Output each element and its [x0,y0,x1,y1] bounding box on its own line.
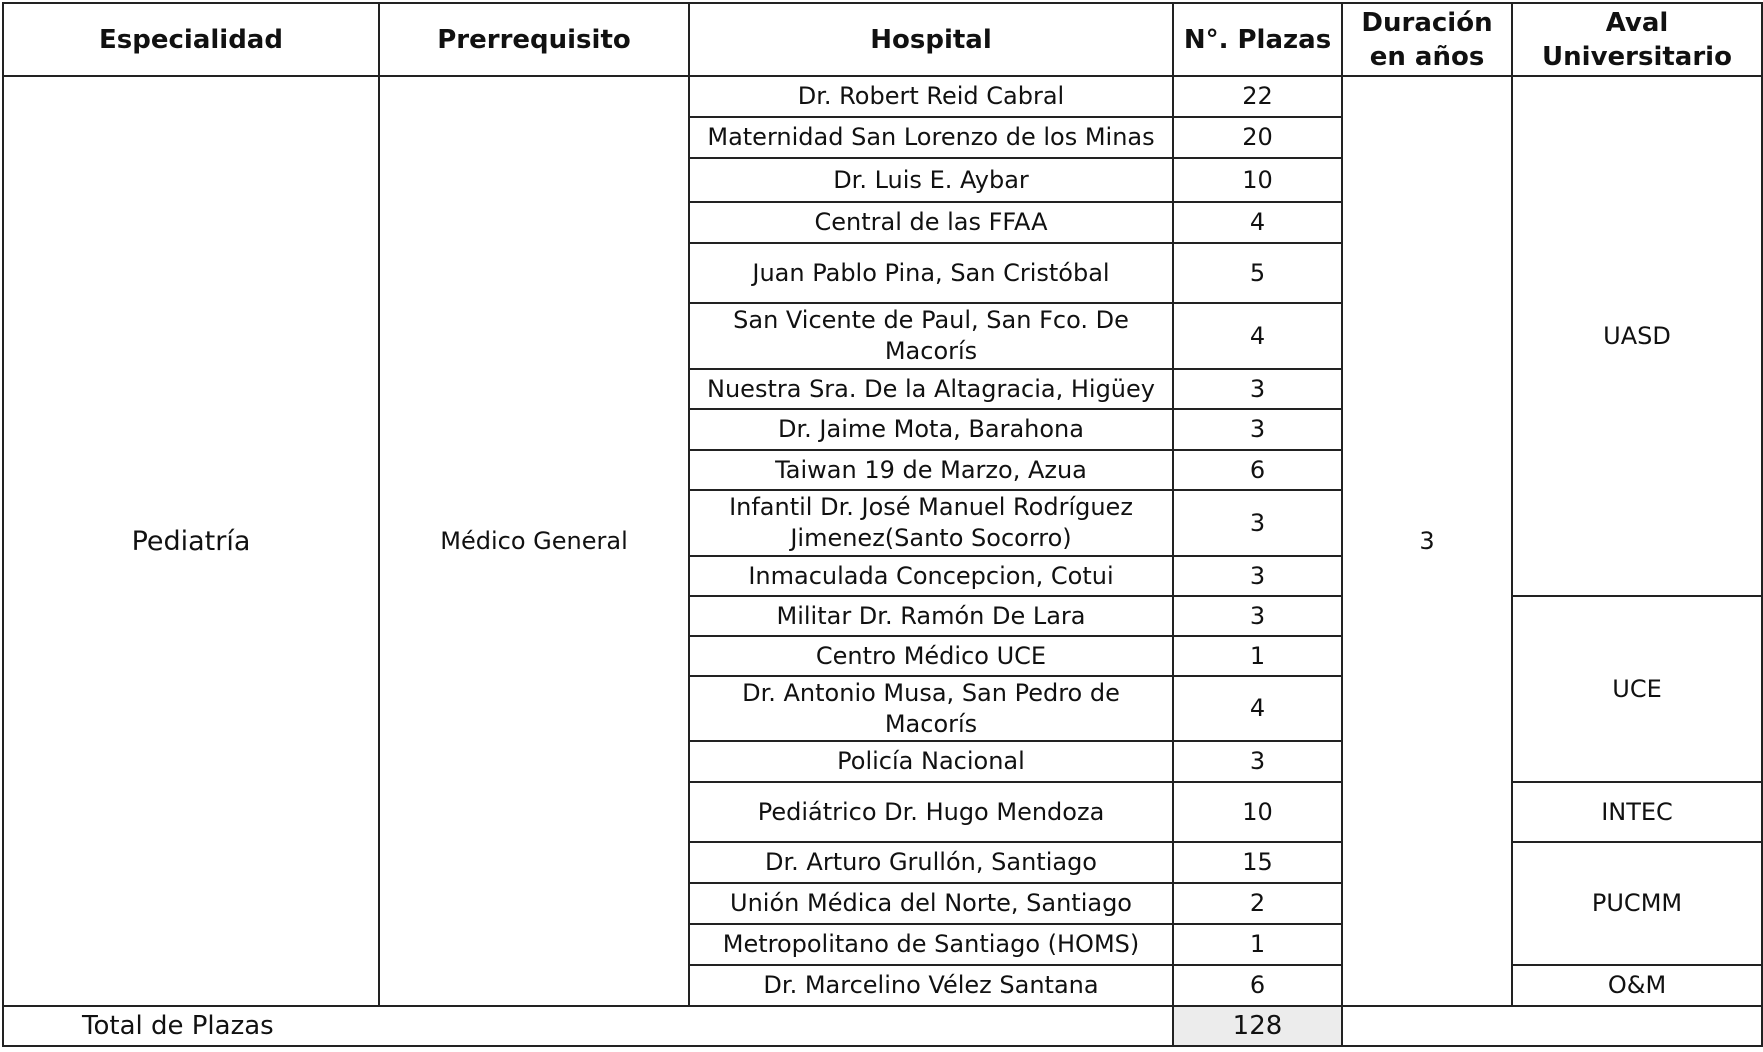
header-aval-line1: Aval [1605,7,1669,38]
header-row [3,3,1762,76]
hospital-cell: Central de las FFAA [689,202,1173,243]
hospital-cell: Dr. Jaime Mota, Barahona [689,409,1173,450]
duracion-cell: 3 [1342,76,1512,1006]
hospital-cell: Infantil Dr. José Manuel Rodríguez Jimenez(Santo Socorro) [689,490,1173,556]
header-aval-line2: Universitario [1542,41,1732,72]
especialidad-cell: Pediatría [3,76,379,1006]
plazas-cell: 1 [1173,636,1342,676]
plazas-cell: 6 [1173,450,1342,490]
hospital-cell: Dr. Marcelino Vélez Santana [689,965,1173,1006]
aval-cell-uasd: UASD [1512,76,1762,596]
plazas-cell: 3 [1173,369,1342,409]
plazas-cell: 3 [1173,596,1342,636]
plazas-cell: 4 [1173,676,1342,741]
hospital-cell: Maternidad San Lorenzo de los Minas [689,117,1173,158]
hospital-cell: Taiwan 19 de Marzo, Azua [689,450,1173,490]
total-value: 128 [1173,1006,1342,1046]
plazas-cell: 6 [1173,965,1342,1006]
hospital-cell: Unión Médica del Norte, Santiago [689,883,1173,924]
plazas-cell: 1 [1173,924,1342,965]
hospital-cell: Inmaculada Concepcion, Cotui [689,556,1173,596]
hospital-cell: Dr. Robert Reid Cabral [689,76,1173,117]
header-hospital: Hospital [689,3,1173,76]
hospital-cell: Militar Dr. Ramón De Lara [689,596,1173,636]
header-duracion-line2: en años [1369,41,1485,72]
hospital-cell: Nuestra Sra. De la Altagracia, Higüey [689,369,1173,409]
plazas-cell: 10 [1173,782,1342,842]
aval-cell-intec: INTEC [1512,782,1762,842]
table-row [3,76,1762,117]
header-duracion-line1: Duración [1361,7,1493,38]
header-prerrequisito: Prerrequisito [379,3,689,76]
hospital-cell: Dr. Arturo Grullón, Santiago [689,842,1173,883]
plazas-cell: 15 [1173,842,1342,883]
aval-cell-uce: UCE [1512,596,1762,782]
plazas-cell: 10 [1173,158,1342,202]
header-duracion [1342,3,1512,76]
plazas-cell: 3 [1173,741,1342,782]
header-plazas: N°. Plazas [1173,3,1342,76]
hospital-cell: Policía Nacional [689,741,1173,782]
hospital-cell: Centro Médico UCE [689,636,1173,676]
plazas-cell: 3 [1173,409,1342,450]
prerrequisito-cell: Médico General [379,76,689,1006]
total-label: Total de Plazas [3,1006,1173,1046]
total-row [3,1006,1762,1046]
hospital-cell: San Vicente de Paul, San Fco. De Macorís [689,303,1173,369]
total-empty-cell [1342,1006,1762,1046]
header-aval [1512,3,1762,76]
plazas-cell: 5 [1173,243,1342,303]
hospital-cell: Dr. Luis E. Aybar [689,158,1173,202]
header-especialidad: Especialidad [3,3,379,76]
hospital-cell: Dr. Antonio Musa, San Pedro de Macorís [689,676,1173,741]
hospital-cell: Juan Pablo Pina, San Cristóbal [689,243,1173,303]
plazas-cell: 3 [1173,490,1342,556]
plazas-cell: 3 [1173,556,1342,596]
plazas-cell: 2 [1173,883,1342,924]
hospital-cell: Pediátrico Dr. Hugo Mendoza [689,782,1173,842]
hospital-cell: Metropolitano de Santiago (HOMS) [689,924,1173,965]
plazas-cell: 20 [1173,117,1342,158]
plazas-cell: 4 [1173,202,1342,243]
plazas-cell: 4 [1173,303,1342,369]
aval-cell-om: O&M [1512,965,1762,1006]
plazas-table [2,2,1763,1047]
aval-cell-pucmm: PUCMM [1512,842,1762,965]
plazas-cell: 22 [1173,76,1342,117]
